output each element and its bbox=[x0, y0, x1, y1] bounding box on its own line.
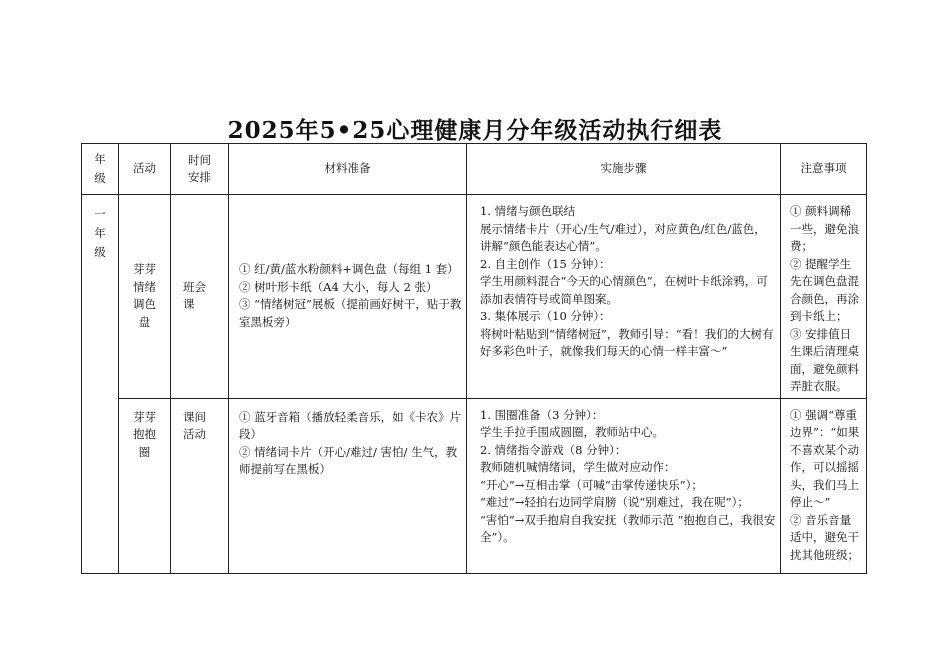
materials-cell bbox=[229, 195, 467, 399]
step-line: 1. 情绪与颜色联结 bbox=[480, 204, 576, 218]
time-cell bbox=[171, 195, 229, 399]
table-header-row bbox=[82, 144, 867, 195]
step-line: “难过”→轻拍右边同学肩膀（说“别难过，我在呢”）； bbox=[480, 495, 749, 509]
time-value: 班会课 bbox=[183, 279, 206, 312]
note-item: ① 颜料调稀一些，避免浪费； bbox=[790, 204, 859, 253]
header-activity: 活动 bbox=[119, 144, 171, 195]
header-time: 时间安排 bbox=[171, 144, 229, 195]
step-line: 3. 集体展示（10 分钟）： bbox=[480, 309, 611, 323]
table-row bbox=[82, 398, 867, 573]
step-line: “害怕”→双手抱肩自我安抚（教师示范 “抱抱自己，我很安全”）。 bbox=[480, 512, 776, 544]
notes-cell bbox=[781, 195, 867, 399]
table-row bbox=[82, 195, 867, 399]
material-item: ③ “情绪树冠”展板（提前画好树干，贴于教室黑板旁） bbox=[239, 297, 462, 329]
page-title: 2025年5•25心理健康月分年级活动执行细表 bbox=[227, 117, 723, 144]
steps-cell bbox=[467, 195, 781, 399]
note-item: ② 提醒学生先在调色盘混合颜色，再涂到卡纸上； bbox=[790, 256, 859, 323]
note-item: ① 强调“尊重边界”：“如果不喜欢某个动作，可以摇摇头，我们马上停止～” bbox=[790, 407, 860, 509]
materials-cell bbox=[229, 398, 467, 573]
step-line: “开心”→互相击掌（可喊“击掌传递快乐”）； bbox=[480, 477, 703, 492]
note-item: ③ 安排值日生课后清理桌面，避免颜料弄脏衣服。 bbox=[790, 326, 859, 393]
grade-cell bbox=[82, 195, 119, 574]
step-line: 教师随机喊情绪词，学生做对应动作： bbox=[480, 460, 676, 474]
header-grade: 年级 bbox=[82, 144, 119, 195]
time-value: 课间活动 bbox=[183, 409, 206, 441]
step-line: 2. 自主创作（15 分钟）： bbox=[480, 256, 611, 271]
header-notes: 注意事项 bbox=[781, 144, 867, 195]
activity-name: 芽芽抱抱圈 bbox=[133, 409, 156, 459]
step-line: 展示情绪卡片（开心/生气/难过），对应黄色/红色/蓝色，讲解“颜色能表达心情”。 bbox=[480, 221, 766, 253]
activity-cell bbox=[119, 398, 171, 573]
material-item: ① 蓝牙音箱（播放轻柔音乐，如《卡农》片段） bbox=[239, 409, 462, 441]
steps-cell bbox=[467, 398, 781, 573]
step-line: 学生手拉手围成圆圈，教师站中心。 bbox=[480, 425, 664, 439]
grade-label: 一年级 bbox=[94, 207, 106, 259]
material-item: ② 情绪词卡片（开心/难过/ 害怕/ 生气，教师提前写在黑板） bbox=[239, 444, 458, 476]
notes-cell bbox=[781, 398, 867, 573]
activity-cell bbox=[119, 195, 171, 399]
activity-table bbox=[81, 143, 867, 574]
time-cell bbox=[171, 398, 229, 573]
header-steps: 实施步骤 bbox=[467, 144, 781, 195]
step-line: 2. 情绪指令游戏（8 分钟）： bbox=[480, 442, 627, 457]
material-item: ② 树叶形卡纸（A4 大小，每人 2 张） bbox=[239, 279, 438, 294]
step-line: 将树叶粘贴到“情绪树冠”，教师引导：“看！我们的大树有好多彩色叶子，就像我们每天的心情一样丰富～” bbox=[480, 326, 774, 358]
activity-name: 芽芽情绪调色盘 bbox=[133, 262, 156, 329]
header-materials: 材料准备 bbox=[229, 144, 467, 195]
material-item: ① 红/黄/蓝水粉颜料+调色盘（每组 1 套） bbox=[239, 262, 459, 277]
step-line: 学生用颜料混合“今天的心情颜色”，在树叶卡纸涂鸦，可添加表情符号或简单图案。 bbox=[480, 274, 768, 306]
note-item: ② 音乐音量适中，避免干扰其他班级； bbox=[790, 512, 859, 562]
step-line: 1. 围圈准备（3 分钟）： bbox=[480, 407, 604, 422]
